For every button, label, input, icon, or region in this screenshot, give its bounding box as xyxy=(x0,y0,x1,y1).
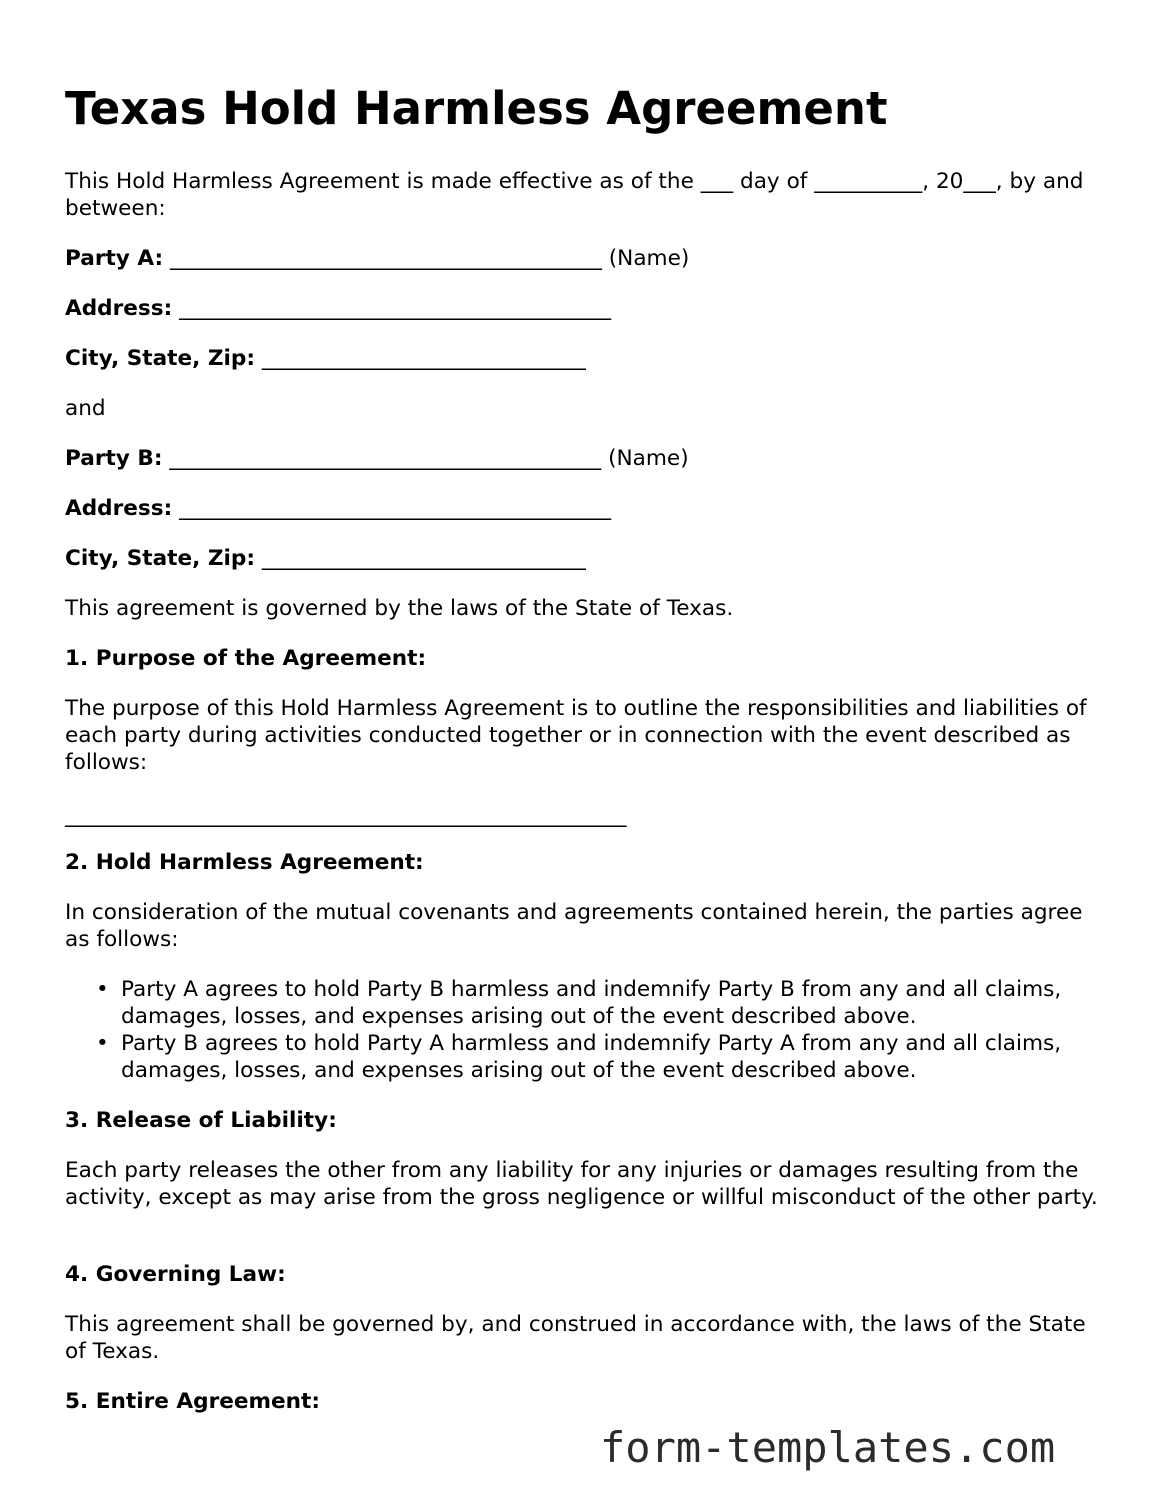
party-a-address-field[interactable] xyxy=(65,295,1105,322)
party-b-name-line: ________________________________________ (Name) xyxy=(162,446,689,471)
governed-text: This agreement is governed by the laws of the State of Texas. xyxy=(65,596,734,621)
event-description-line[interactable]: ____________________________________________________ xyxy=(65,803,627,828)
party-b-address-label: Address: xyxy=(65,496,173,521)
list-item xyxy=(65,976,1105,1030)
section-4-heading: 4. Governing Law: xyxy=(65,1262,286,1287)
section-1-body: The purpose of this Hold Harmless Agreement is to outline the responsibilities and liabilities of each party during activities conducted together or in connection with the event described as follows: xyxy=(65,696,1087,775)
party-b-address-field[interactable] xyxy=(65,495,1105,522)
party-b-address-line: ________________________________________ xyxy=(172,496,612,521)
intro-paragraph: This Hold Harmless Agreement is made effective as of the ___ day of __________, 20___, by and between: xyxy=(65,169,1084,221)
bullet-icon: • xyxy=(96,977,109,1002)
bullet-text: Party B agrees to hold Party A harmless and indemnify Party A from any and all claims, damages, losses, and expenses arising out of the event described above. xyxy=(121,1031,1062,1083)
party-b-name-field[interactable] xyxy=(65,445,1105,472)
party-a-name-line: ________________________________________ (Name) xyxy=(163,246,690,271)
section-2-bullet-list xyxy=(65,976,1105,1084)
bullet-text: Party A agrees to hold Party B harmless and indemnify Party B from any and all claims, damages, losses, and expenses arising out of the event described above. xyxy=(121,977,1062,1029)
list-item xyxy=(65,1030,1105,1084)
party-a-city-line: ______________________________ xyxy=(254,346,586,371)
document-title: Texas Hold Harmless Agreement xyxy=(65,82,888,135)
section-2-heading: 2. Hold Harmless Agreement: xyxy=(65,850,424,875)
section-1-heading: 1. Purpose of the Agreement: xyxy=(65,646,427,671)
party-a-city-field[interactable] xyxy=(65,345,1105,372)
party-b-city-label: City, State, Zip: xyxy=(65,546,255,571)
party-a-label: Party A: xyxy=(65,246,164,271)
party-a-address-line: ________________________________________ xyxy=(172,296,612,321)
party-b-city-line: ______________________________ xyxy=(254,546,586,571)
party-a-name-field[interactable] xyxy=(65,245,1105,272)
party-a-address-label: Address: xyxy=(65,296,173,321)
watermark: form-templates.com xyxy=(600,1423,1056,1472)
section-4-body: This agreement shall be governed by, and construed in accordance with, the laws of the State of Texas. xyxy=(65,1312,1086,1364)
party-a-city-label: City, State, Zip: xyxy=(65,346,255,371)
section-3-body: Each party releases the other from any liability for any injuries or damages resulting from the activity, except as may arise from the gross negligence or willful misconduct of the other party. xyxy=(65,1158,1098,1210)
and-text: and xyxy=(65,396,106,421)
bullet-icon: • xyxy=(96,1031,109,1056)
section-2-body: In consideration of the mutual covenants and agreements contained herein, the parties agree as follows: xyxy=(65,900,1083,952)
section-5-heading: 5. Entire Agreement: xyxy=(65,1389,320,1414)
section-3-heading: 3. Release of Liability: xyxy=(65,1108,337,1133)
party-b-city-field[interactable] xyxy=(65,545,1105,572)
party-b-label: Party B: xyxy=(65,446,163,471)
